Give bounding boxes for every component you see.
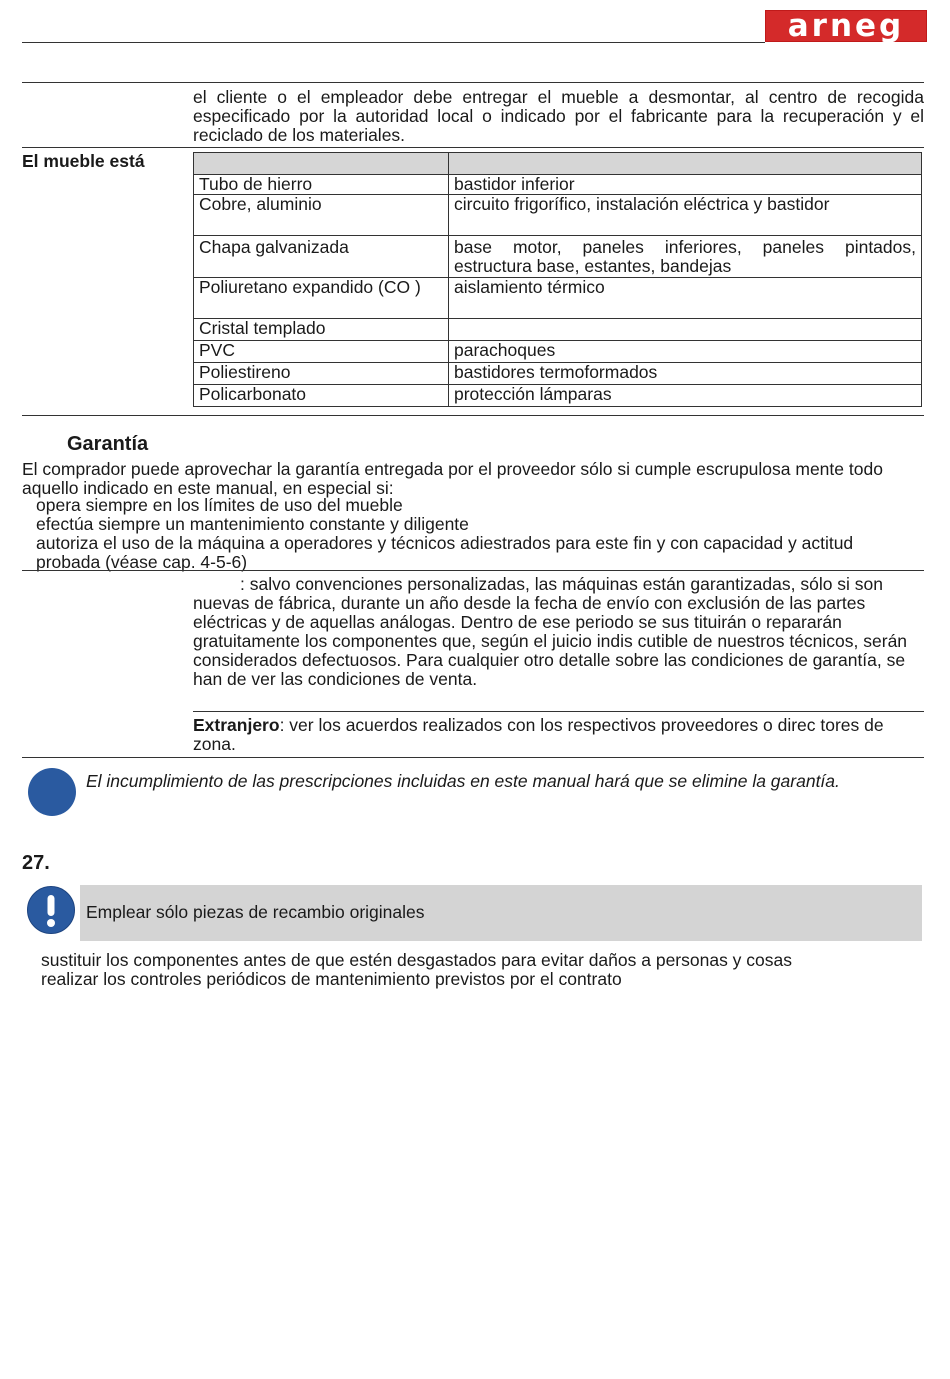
warranty-note: El incumplimiento de las prescripciones incluidas en este manual hará que se elimine la garantía. (86, 771, 840, 791)
material-cell: Policarbonato (194, 385, 449, 407)
warning-text: Emplear sólo piezas de recambio originales (86, 902, 425, 922)
divider (22, 757, 924, 758)
header-rule (22, 42, 765, 43)
national-warranty-paragraph: : salvo convenciones personalizadas, las máquinas están garantizadas, sólo si son nuevas de fábrica, durante un año desde la fecha de envío con exclusión de las partes eléctricas y de aquellas análogas. Dentro de ese periodo se sus tituirán o repararán gratuitamente los componentes que, según el juicio indis cutible de nuestros técnicos, serán considerados defectuosos. Para cualquier otro detalle sobre las condiciones de garantía, se han de ver las condiciones de venta. (193, 574, 908, 689)
garantia-intro: El comprador puede aprovechar la garantía entregada por el proveedor sólo si cumple escrupulosa mente todo aquello indicado en este manual, en especial si: (22, 459, 883, 498)
table-header-cell (449, 153, 922, 175)
divider (22, 415, 924, 416)
maintenance-list (41, 951, 924, 989)
use-cell: bastidores termoformados (449, 363, 922, 385)
material-cell: Chapa galvanizada (194, 236, 449, 278)
table-row (194, 278, 922, 319)
use-cell: bastidor inferior (449, 175, 922, 195)
list-item: efectúa siempre un mantenimiento constante y diligente (36, 514, 469, 534)
table-row (194, 385, 922, 407)
info-icon (28, 768, 76, 816)
foreign-text: : ver los acuerdos realizados con los respectivos proveedores o direc tores de zona. (193, 715, 884, 754)
logo-text: arneg (787, 8, 905, 44)
table-row (194, 195, 922, 236)
material-cell: PVC (194, 341, 449, 363)
material-cell: Tubo de hierro (194, 175, 449, 195)
use-cell: circuito frigorífico, instalación eléctrica y bastidor (449, 195, 922, 236)
divider (22, 147, 924, 148)
materials-table (193, 152, 922, 407)
table-row (194, 319, 922, 341)
disposal-paragraph: el cliente o el empleador debe entregar el mueble a desmontar, al centro de recogida especificado por la autoridad local o indicado por el fabricante para la recuperación y el reciclado de los materiales. (193, 87, 924, 145)
use-cell: parachoques (449, 341, 922, 363)
use-cell: aislamiento térmico (449, 278, 922, 319)
list-item: realizar los controles periódicos de mantenimiento previstos por el contrato (41, 969, 622, 989)
divider (22, 82, 924, 83)
table-row (194, 236, 922, 278)
use-cell (449, 319, 922, 341)
material-cell: Cobre, aluminio (194, 195, 449, 236)
table-header-cell (194, 153, 449, 175)
table-header-row (194, 153, 922, 175)
table-row (194, 363, 922, 385)
exclamation-icon (27, 886, 75, 934)
list-item: sustituir los componentes antes de que estén desgastados para evitar daños a personas y cosas (41, 950, 793, 970)
material-cell: Poliestireno (194, 363, 449, 385)
table-row (194, 175, 922, 195)
divider (193, 711, 924, 712)
use-cell: base motor, paneles inferiores, paneles pintados, estructura base, estantes, bandejas (449, 236, 922, 278)
conditions-list (36, 496, 916, 572)
divider (22, 570, 924, 571)
section-number: 27. (22, 852, 50, 874)
materials-label: El mueble está (22, 151, 145, 171)
material-cell: Poliuretano expandido (CO ) (194, 278, 449, 319)
arneg-logo (765, 10, 927, 42)
section-title: Garantía (67, 433, 149, 455)
foreign-label: Extranjero (193, 715, 280, 735)
table-row (194, 341, 922, 363)
use-cell: protección lámparas (449, 385, 922, 407)
list-item: autoriza el uso de la máquina a operadores y técnicos adiestrados para este fin y con capacidad y actitud probada (véase cap. 4-5-6) (36, 533, 854, 572)
foreign-warranty-paragraph (193, 716, 918, 754)
list-item: opera siempre en los límites de uso del mueble (36, 495, 403, 515)
material-cell: Cristal templado (194, 319, 449, 341)
